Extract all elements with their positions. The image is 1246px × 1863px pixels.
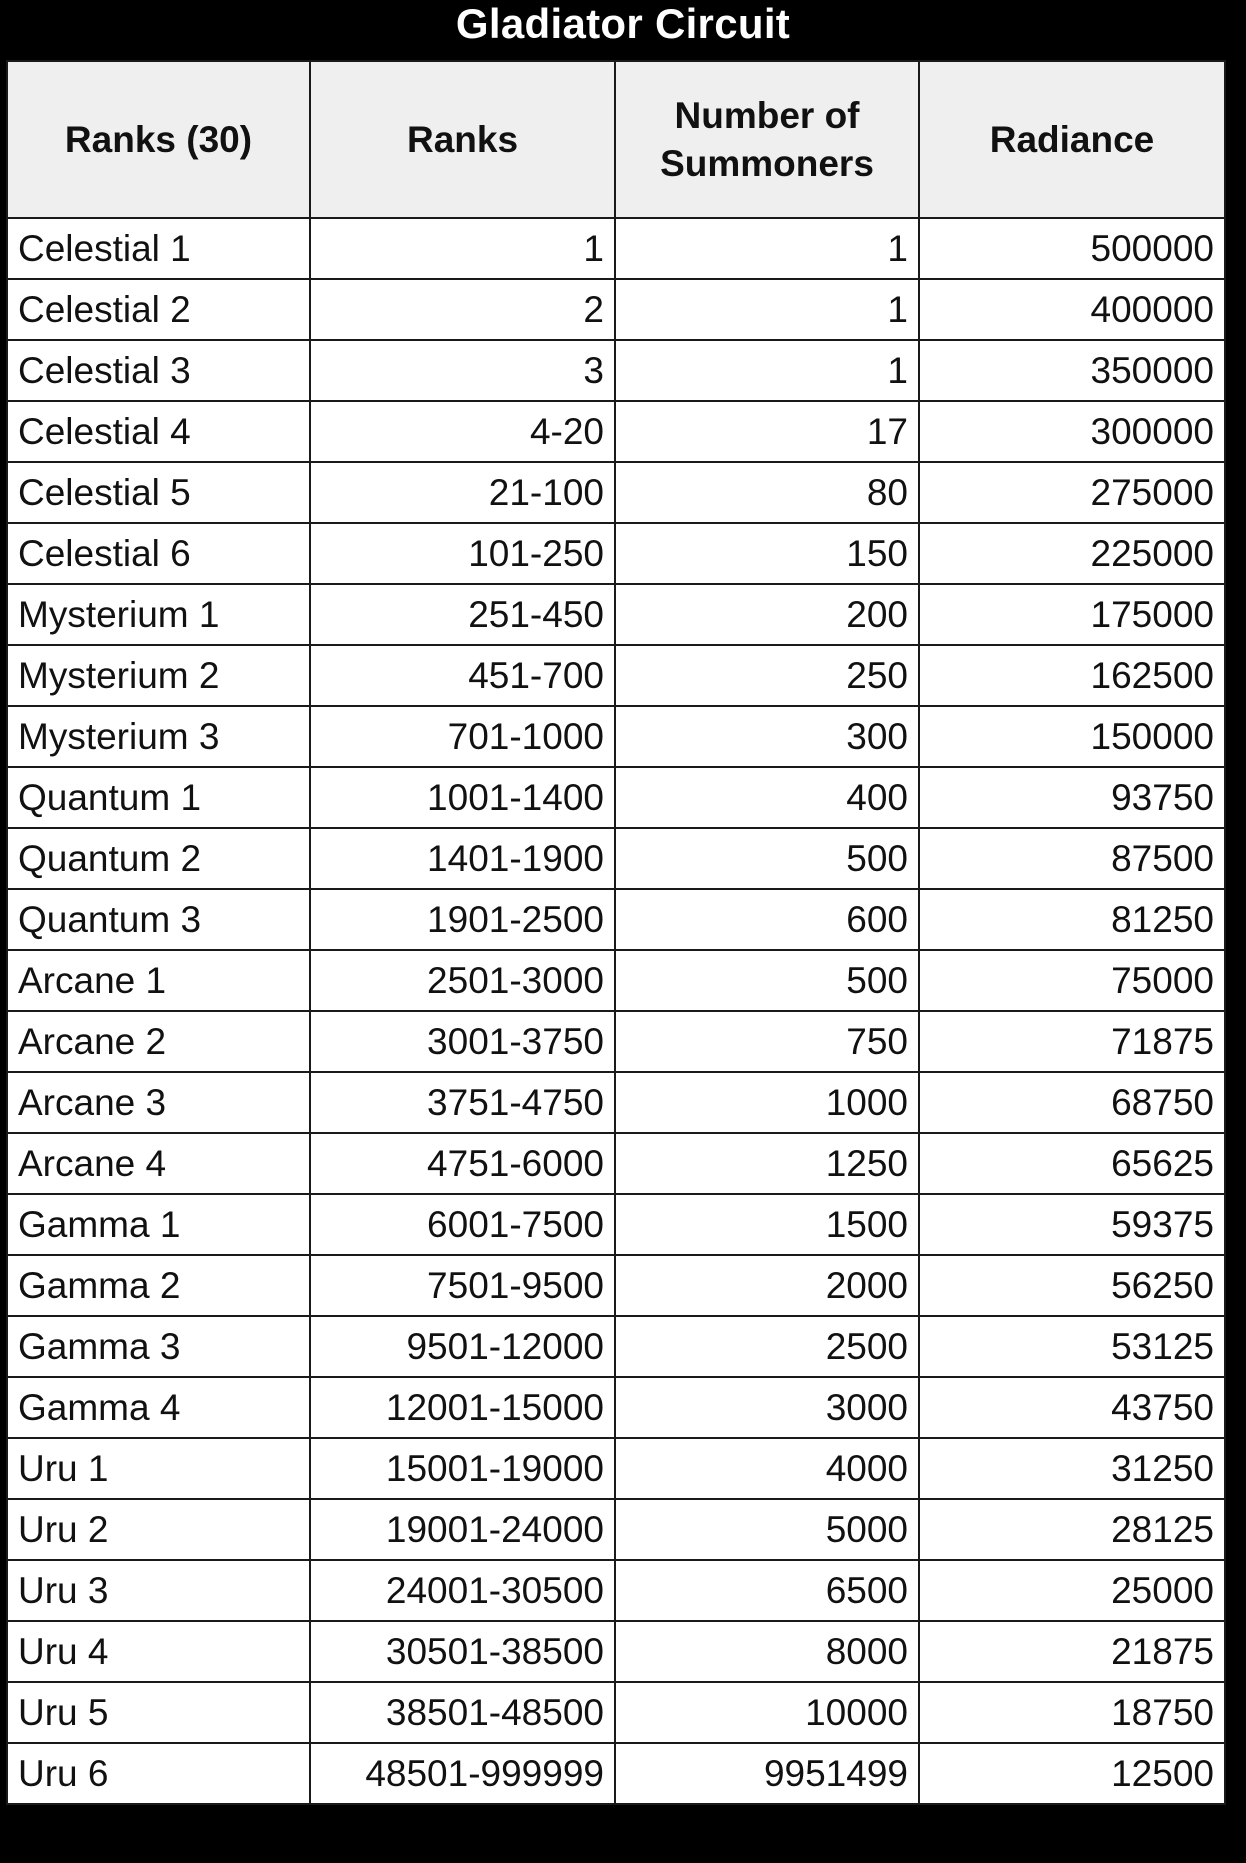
cell-summoners: 150 — [615, 523, 919, 584]
table-row — [7, 1255, 1225, 1316]
cell-radiance: 175000 — [919, 584, 1225, 645]
table-title: Gladiator Circuit — [455, 0, 791, 47]
table-row — [7, 1499, 1225, 1560]
cell-radiance: 93750 — [919, 767, 1225, 828]
header-summoners-line1: Number of — [674, 94, 860, 136]
cell-radiance: 21875 — [919, 1621, 1225, 1682]
table-row — [7, 218, 1225, 279]
cell-rank-name: Mysterium 3 — [7, 706, 310, 767]
cell-summoners: 5000 — [615, 1499, 919, 1560]
cell-rank-name: Arcane 3 — [7, 1072, 310, 1133]
cell-rank-name: Uru 1 — [7, 1438, 310, 1499]
cell-rank-name: Uru 5 — [7, 1682, 310, 1743]
cell-rank-name: Gamma 1 — [7, 1194, 310, 1255]
cell-ranks: 7501-9500 — [310, 1255, 615, 1316]
header-rank-name: Ranks (30) — [7, 61, 310, 218]
cell-rank-name: Arcane 2 — [7, 1011, 310, 1072]
table-row — [7, 1438, 1225, 1499]
cell-ranks: 3 — [310, 340, 615, 401]
table-row — [7, 1194, 1225, 1255]
table-row — [7, 828, 1225, 889]
cell-summoners: 1 — [615, 279, 919, 340]
cell-ranks: 3001-3750 — [310, 1011, 615, 1072]
cell-rank-name: Arcane 4 — [7, 1133, 310, 1194]
cell-radiance: 56250 — [919, 1255, 1225, 1316]
cell-ranks: 451-700 — [310, 645, 615, 706]
cell-ranks: 101-250 — [310, 523, 615, 584]
cell-rank-name: Gamma 3 — [7, 1316, 310, 1377]
table-row — [7, 889, 1225, 950]
cell-summoners: 1500 — [615, 1194, 919, 1255]
cell-ranks: 1901-2500 — [310, 889, 615, 950]
table-body — [7, 218, 1225, 1804]
header-radiance: Radiance — [919, 61, 1225, 218]
cell-radiance: 81250 — [919, 889, 1225, 950]
cell-radiance: 53125 — [919, 1316, 1225, 1377]
cell-summoners: 400 — [615, 767, 919, 828]
cell-radiance: 12500 — [919, 1743, 1225, 1804]
cell-rank-name: Mysterium 2 — [7, 645, 310, 706]
cell-rank-name: Quantum 1 — [7, 767, 310, 828]
cell-summoners: 8000 — [615, 1621, 919, 1682]
cell-radiance: 300000 — [919, 401, 1225, 462]
table-row — [7, 1682, 1225, 1743]
cell-summoners: 17 — [615, 401, 919, 462]
table-row — [7, 767, 1225, 828]
cell-ranks: 19001-24000 — [310, 1499, 615, 1560]
table-row — [7, 645, 1225, 706]
header-row — [7, 61, 1225, 218]
table-row — [7, 462, 1225, 523]
table-row — [7, 401, 1225, 462]
cell-summoners: 750 — [615, 1011, 919, 1072]
cell-radiance: 25000 — [919, 1560, 1225, 1621]
cell-summoners: 1000 — [615, 1072, 919, 1133]
table-row — [7, 1377, 1225, 1438]
table-row — [7, 584, 1225, 645]
cell-summoners: 3000 — [615, 1377, 919, 1438]
header-ranks: Ranks — [310, 61, 615, 218]
cell-summoners: 6500 — [615, 1560, 919, 1621]
cell-radiance: 400000 — [919, 279, 1225, 340]
cell-radiance: 28125 — [919, 1499, 1225, 1560]
cell-summoners: 600 — [615, 889, 919, 950]
cell-ranks: 21-100 — [310, 462, 615, 523]
cell-summoners: 4000 — [615, 1438, 919, 1499]
cell-rank-name: Mysterium 1 — [7, 584, 310, 645]
cell-ranks: 38501-48500 — [310, 1682, 615, 1743]
cell-radiance: 75000 — [919, 950, 1225, 1011]
cell-ranks: 701-1000 — [310, 706, 615, 767]
cell-radiance: 350000 — [919, 340, 1225, 401]
cell-rank-name: Arcane 1 — [7, 950, 310, 1011]
header-summoners-line2: Summoners — [660, 142, 874, 184]
table-row — [7, 1011, 1225, 1072]
table-row — [7, 1743, 1225, 1804]
cell-rank-name: Uru 6 — [7, 1743, 310, 1804]
cell-ranks: 4751-6000 — [310, 1133, 615, 1194]
cell-summoners: 2500 — [615, 1316, 919, 1377]
cell-summoners: 1 — [615, 340, 919, 401]
table-row — [7, 1133, 1225, 1194]
table-header — [7, 61, 1225, 218]
table-row — [7, 523, 1225, 584]
cell-summoners: 80 — [615, 462, 919, 523]
cell-ranks: 2 — [310, 279, 615, 340]
cell-ranks: 1 — [310, 218, 615, 279]
cell-rank-name: Gamma 2 — [7, 1255, 310, 1316]
cell-radiance: 225000 — [919, 523, 1225, 584]
cell-ranks: 6001-7500 — [310, 1194, 615, 1255]
cell-summoners: 1 — [615, 218, 919, 279]
table-row — [7, 1072, 1225, 1133]
cell-rank-name: Uru 3 — [7, 1560, 310, 1621]
cell-ranks: 12001-15000 — [310, 1377, 615, 1438]
cell-radiance: 68750 — [919, 1072, 1225, 1133]
cell-radiance: 500000 — [919, 218, 1225, 279]
cell-radiance: 275000 — [919, 462, 1225, 523]
cell-radiance: 18750 — [919, 1682, 1225, 1743]
cell-summoners: 300 — [615, 706, 919, 767]
cell-rank-name: Celestial 4 — [7, 401, 310, 462]
cell-radiance: 150000 — [919, 706, 1225, 767]
cell-rank-name: Celestial 2 — [7, 279, 310, 340]
cell-radiance: 59375 — [919, 1194, 1225, 1255]
cell-summoners: 1250 — [615, 1133, 919, 1194]
cell-rank-name: Celestial 1 — [7, 218, 310, 279]
cell-summoners: 10000 — [615, 1682, 919, 1743]
table-row — [7, 1316, 1225, 1377]
cell-ranks: 48501-999999 — [310, 1743, 615, 1804]
cell-rank-name: Celestial 5 — [7, 462, 310, 523]
cell-summoners: 9951499 — [615, 1743, 919, 1804]
table-row — [7, 950, 1225, 1011]
cell-ranks: 251-450 — [310, 584, 615, 645]
cell-summoners: 250 — [615, 645, 919, 706]
cell-rank-name: Celestial 3 — [7, 340, 310, 401]
cell-ranks: 2501-3000 — [310, 950, 615, 1011]
cell-summoners: 200 — [615, 584, 919, 645]
cell-radiance: 43750 — [919, 1377, 1225, 1438]
ranks-table — [6, 60, 1226, 1805]
cell-radiance: 87500 — [919, 828, 1225, 889]
cell-rank-name: Celestial 6 — [7, 523, 310, 584]
cell-rank-name: Quantum 2 — [7, 828, 310, 889]
cell-ranks: 30501-38500 — [310, 1621, 615, 1682]
cell-ranks: 1001-1400 — [310, 767, 615, 828]
cell-radiance: 65625 — [919, 1133, 1225, 1194]
cell-summoners: 500 — [615, 828, 919, 889]
table-row — [7, 340, 1225, 401]
cell-ranks: 15001-19000 — [310, 1438, 615, 1499]
cell-ranks: 3751-4750 — [310, 1072, 615, 1133]
cell-ranks: 1401-1900 — [310, 828, 615, 889]
cell-ranks: 9501-12000 — [310, 1316, 615, 1377]
cell-rank-name: Quantum 3 — [7, 889, 310, 950]
table-row — [7, 1621, 1225, 1682]
cell-ranks: 24001-30500 — [310, 1560, 615, 1621]
table-row — [7, 706, 1225, 767]
cell-summoners: 500 — [615, 950, 919, 1011]
cell-rank-name: Uru 2 — [7, 1499, 310, 1560]
cell-rank-name: Gamma 4 — [7, 1377, 310, 1438]
cell-radiance: 162500 — [919, 645, 1225, 706]
table-row — [7, 279, 1225, 340]
cell-rank-name: Uru 4 — [7, 1621, 310, 1682]
table-row — [7, 1560, 1225, 1621]
cell-summoners: 2000 — [615, 1255, 919, 1316]
cell-ranks: 4-20 — [310, 401, 615, 462]
header-number-of-summoners — [615, 61, 919, 218]
cell-radiance: 31250 — [919, 1438, 1225, 1499]
cell-radiance: 71875 — [919, 1011, 1225, 1072]
